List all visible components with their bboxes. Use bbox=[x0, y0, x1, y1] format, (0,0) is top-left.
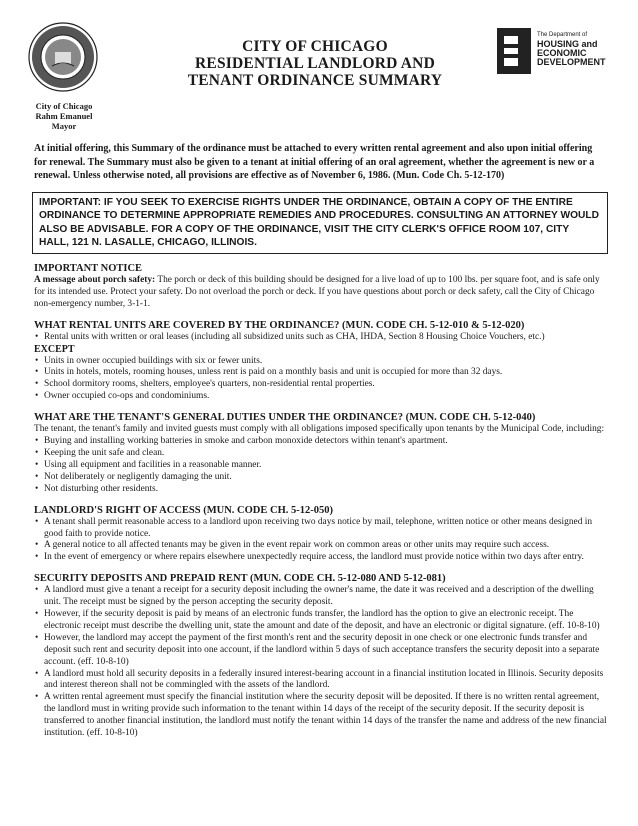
important-notice-section bbox=[34, 262, 608, 311]
section-heading: IMPORTANT NOTICE bbox=[34, 263, 143, 274]
title-line-1: CITY OF CHICAGO bbox=[242, 38, 388, 55]
list-item: • Not deliberately or negligently damaging the unit. bbox=[35, 471, 232, 482]
list-item: • However, the landlord may accept the payment of the first month's rent and the security deposit in one check or one electronic funds transfer and deposit such rent and security deposit into one account, if the landlord within 5 days of such acceptance transfers the security deposit into a separate account. (eff. 10-8-10) bbox=[35, 632, 600, 667]
list-item: • Units in hotels, motels, rooming houses, unless rent is paid on a monthly basis and unit is occupied for more than 32 days. bbox=[35, 367, 503, 378]
list-item: • Buying and installing working batteries in smoke and carbon monoxide detectors within tenant's apartment. bbox=[35, 436, 448, 447]
list-item: • However, if the security deposit is paid by means of an electronic funds transfer, the landlord has the option to give an electronic receipt. The electronic receipt must describe the dwelling unit, state the amount and date of the deposit, and have an electronic or digital signature. (eff. 10-8-10) bbox=[35, 609, 600, 631]
hed-logo-text: The Department of HOUSING and ECONOMIC DEVELOPMENT bbox=[537, 32, 606, 67]
list-item: • A landlord must hold all security deposits in a federally insured interest-bearing account in a financial institution located in Illinois. Security deposits and interest thereon shall not be commingled with the assets of the landlord. bbox=[35, 668, 604, 691]
list-item: • Not disturbing other residents. bbox=[35, 483, 159, 494]
city-seal bbox=[28, 22, 98, 92]
city-officials bbox=[28, 101, 100, 131]
section-heading: SECURITY DEPOSITS AND PREPAID RENT (MUN. CODE CH. 5-12-080 AND 5-12-081) bbox=[34, 573, 446, 585]
list-item: • Units in owner occupied buildings with six or fewer units. bbox=[35, 355, 263, 366]
title-line-3: TENANT ORDINANCE SUMMARY bbox=[187, 72, 443, 89]
section-heading: LANDLORD'S RIGHT OF ACCESS (MUN. CODE CH. 5-12-050) bbox=[34, 504, 333, 516]
important-box: IMPORTANT: IF YOU SEEK TO EXERCISE RIGHTS UNDER THE ORDINANCE, OBTAIN A COPY OF THE ENTIRE ORDINANCE TO DETERMINE APPROPRIATE REMEDIES AND PROCEDURES. CONSULTING AN ATTORNEY WOULD ALSO BE ADVISABLE. FOR A COPY OF THE ORDINANCE, VISIT THE CITY CLERK'S OFFICE ROOM 107, CITY HALL, 121 N. LASALLE, CHICAGO, ILLINOIS. bbox=[32, 192, 608, 254]
section-heading: WHAT RENTAL UNITS ARE COVERED BY THE ORDINANCE? (MUN. CODE CH. 5-12-010 & 5-12-020) bbox=[34, 319, 525, 331]
hed-logo-icon bbox=[497, 28, 531, 74]
document-title bbox=[155, 38, 475, 89]
list-item: • A written rental agreement must specify the financial institution where the security deposit will be deposited. If there is no written rental agreement, the landlord must in writing provide such information to the tenant within 14 days of the receipt of the security deposit. If the security deposit is transferred to another financial institution, the landlord must notify the tenant within 14 days of the transfer the name and address of the new financial institution. (eff. 10-8-10) bbox=[35, 692, 607, 739]
mayor-title: Mayor bbox=[51, 121, 77, 131]
list-item: • A landlord must give a tenant a receipt for a security deposit including the owner's name, the date it was received and a description of the dwelling unit. The receipt must be signed by the person accepting the security deposit. bbox=[35, 585, 594, 608]
section-text: A message about porch safety: The porch or deck of this building should be designed for a live load of up to 100 lbs. per square foot, and is safe only for its intended use. Protect your safety. Do not overload the porch or deck. If you have questions about porch or deck safety, call the City of Chicago non-emergency number, 3-1-1. bbox=[34, 275, 600, 309]
covered-units-section bbox=[34, 319, 608, 403]
list-item: • A tenant shall permit reasonable access to a landlord upon receiving two days notice by mail, telephone, written notice or other means designed in good faith to provide notice. bbox=[35, 516, 593, 539]
list-item: • Owner occupied co-ops and condominiums. bbox=[35, 391, 210, 402]
section-text: The tenant, the tenant's family and invited guests must comply with all obligations imposed specifically upon tenants by the Municipal Code, including: bbox=[34, 424, 605, 435]
except-label: EXCEPT bbox=[34, 343, 75, 355]
intro-paragraph: At initial offering, this Summary of the ordinance must be attached to every written rental agreement and also upon initial offering for renewal. The Summary must also be given to a tenant at initial offering of an oral agreement, whether the agreement is new or a renewal. Unless otherwise noted, all provisions are effective as of November 6, 1986. (Mun. Code Ch. 5-12-170) bbox=[34, 143, 595, 181]
hed-logo bbox=[497, 28, 627, 86]
list-item: • Using all equipment and facilities in a reasonable manner. bbox=[35, 459, 262, 470]
main-content bbox=[34, 262, 608, 748]
access-section bbox=[34, 504, 608, 565]
mayor-name: Rahm Emanuel bbox=[35, 111, 93, 121]
list-item: • School dormitory rooms, shelters, employee's quarters, non-residential rental properties. bbox=[35, 379, 375, 390]
list-item: • Rental units with written or oral leases (including all subsidized units such as CHA, IHDA, Section 8 Housing Choice Vouchers, etc.) bbox=[35, 331, 545, 342]
section-heading: WHAT ARE THE TENANT'S GENERAL DUTIES UNDER THE ORDINANCE? (MUN. CODE CH. 5-12-040) bbox=[34, 412, 536, 424]
list-item: • A general notice to all affected tenants may be given in the event repair work on common areas or other units may require such access. bbox=[35, 540, 550, 551]
title-line-2: RESIDENTIAL LANDLORD AND bbox=[195, 55, 435, 72]
deposits-section bbox=[34, 572, 608, 740]
list-item: • In the event of emergency or where repairs elsewhere unexpectedly require access, the landlord must provide notice within two days after entry. bbox=[35, 552, 584, 563]
list-item: • Keeping the unit safe and clean. bbox=[35, 447, 165, 458]
city-name: City of Chicago bbox=[35, 101, 93, 111]
tenant-duties-section bbox=[34, 411, 608, 495]
